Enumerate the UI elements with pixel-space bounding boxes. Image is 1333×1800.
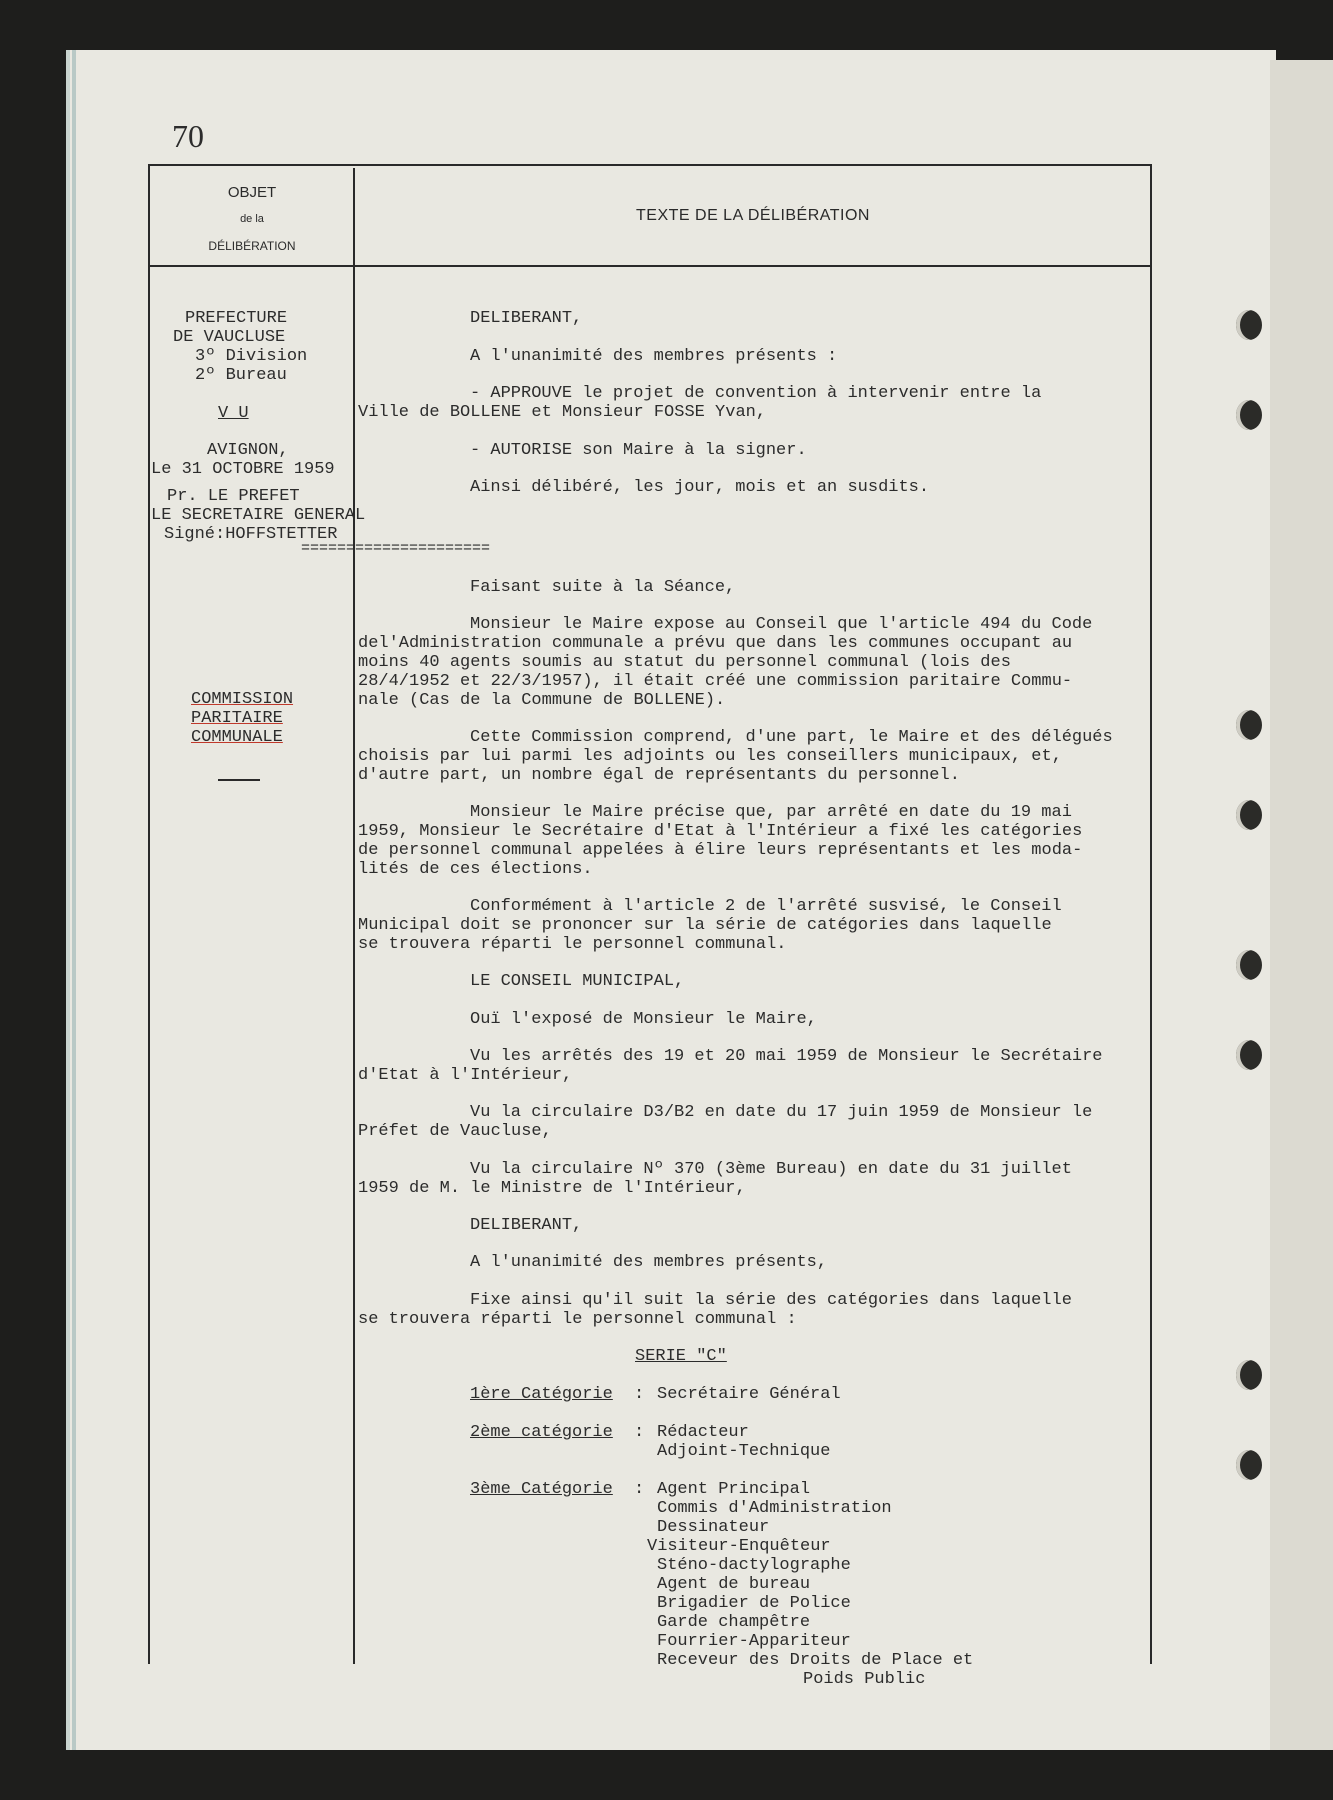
body-text: 1959 de M. le Ministre de l'Intérieur, xyxy=(358,1179,746,1198)
body-text: se trouvera réparti le personnel communal. xyxy=(358,935,787,954)
date-line: Le 31 OCTOBRE 1959 xyxy=(151,460,335,479)
body-text: - APPROUVE le projet de convention à intervenir entre la xyxy=(470,384,1042,403)
prefecture-line: PREFECTURE xyxy=(185,309,288,328)
binder-hole xyxy=(1236,1360,1262,1390)
commission-line: COMMISSION xyxy=(191,690,294,709)
body-text: A l'unanimité des membres présents, xyxy=(470,1253,828,1272)
category-item: Adjoint-Technique xyxy=(657,1442,831,1461)
body-text: 28/4/1952 et 22/3/1957), il était créé une commission paritaire Commu- xyxy=(358,672,1073,691)
body-text: - AUTORISE son Maire à la signer. xyxy=(470,441,807,460)
category-item: Sténo-dactylographe xyxy=(657,1556,851,1575)
category-item: Receveur des Droits de Place et xyxy=(657,1651,974,1670)
body-text: Ouï l'exposé de Monsieur le Maire, xyxy=(470,1010,817,1029)
body-text: 1959, Monsieur le Secrétaire d'Etat à l'Intérieur a fixé les catégories xyxy=(358,822,1083,841)
category-item: Dessinateur xyxy=(657,1518,770,1537)
body-text: Monsieur le Maire expose au Conseil que l'article 494 du Code xyxy=(470,615,1093,634)
header-objet: OBJET xyxy=(227,184,277,201)
body-text: d'Etat à l'Intérieur, xyxy=(358,1066,573,1085)
secretaire-line: LE SECRETAIRE GENERAL xyxy=(151,506,366,525)
body-text: moins 40 agents soumis au statut du personnel communal (lois des xyxy=(358,653,1011,672)
body-text: DELIBERANT, xyxy=(470,309,583,328)
column-divider xyxy=(353,168,355,1664)
header-bottom-rule xyxy=(148,265,1152,267)
binder-hole xyxy=(1236,710,1262,740)
category-item: Fourrier-Appariteur xyxy=(657,1632,851,1651)
next-page-edge xyxy=(1270,60,1333,1750)
prefet-line: Pr. LE PREFET xyxy=(167,487,300,506)
body-text: Ainsi délibéré, les jour, mois et an susdits. xyxy=(470,478,930,497)
body-text: LE CONSEIL MUNICIPAL, xyxy=(470,972,685,991)
signature-line: Signé:HOFFSTETTER xyxy=(164,525,338,544)
header-texte: TEXTE DE LA DÉLIBÉRATION xyxy=(636,207,870,224)
body-text: Préfet de Vaucluse, xyxy=(358,1122,552,1141)
body-text: choisis par lui parmi les adjoints ou les conseillers municipaux, et, xyxy=(358,747,1062,766)
double-rule: ===================== xyxy=(301,540,491,557)
category-item: Garde champêtre xyxy=(657,1613,811,1632)
serie-heading: SERIE "C" xyxy=(635,1347,727,1366)
body-text: Vu la circulaire Nº 370 (3ème Bureau) en date du 31 juillet xyxy=(470,1160,1072,1179)
category-item: Agent de bureau xyxy=(657,1575,811,1594)
category-label: 3ème Catégorie xyxy=(470,1480,613,1499)
vaucluse-line: DE VAUCLUSE xyxy=(173,328,286,347)
category-item: Agent Principal xyxy=(657,1480,811,1499)
table-top-rule xyxy=(148,164,1152,166)
body-text: Cette Commission comprend, d'une part, le Maire et des délégués xyxy=(470,728,1113,747)
body-text: Municipal doit se prononcer sur la série de catégories dans laquelle xyxy=(358,916,1052,935)
short-rule xyxy=(218,779,260,781)
body-text: Faisant suite à la Séance, xyxy=(470,578,736,597)
body-text: Vu les arrêtés des 19 et 20 mai 1959 de Monsieur le Secrétaire xyxy=(470,1047,1103,1066)
table-left-rule xyxy=(148,164,150,1664)
table-right-rule xyxy=(1150,164,1152,1664)
header-deliberation: DÉLIBÉRATION xyxy=(208,239,296,253)
binder-hole xyxy=(1236,950,1262,980)
body-text: se trouvera réparti le personnel communal : xyxy=(358,1310,797,1329)
body-text: DELIBERANT, xyxy=(470,1216,583,1235)
category-item: Rédacteur xyxy=(657,1423,749,1442)
category-item: Secrétaire Général xyxy=(657,1385,841,1404)
category-colon: : xyxy=(634,1423,645,1442)
binder-hole xyxy=(1236,800,1262,830)
body-text: Vu la circulaire D3/B2 en date du 17 juin 1959 de Monsieur le xyxy=(470,1103,1093,1122)
body-text: de personnel communal appelées à élire leurs représentants et les moda- xyxy=(358,841,1083,860)
vu-label: V U xyxy=(218,404,249,423)
page-edge xyxy=(72,50,76,1750)
category-item: Poids Public xyxy=(803,1670,926,1689)
binder-hole xyxy=(1236,1040,1262,1070)
body-text: del'Administration communale a prévu que dans les communes occupant au xyxy=(358,634,1073,653)
category-label: 2ème catégorie xyxy=(470,1423,613,1442)
category-label: 1ère Catégorie xyxy=(470,1385,613,1404)
division-line: 3º Division xyxy=(195,347,308,366)
category-item: Brigadier de Police xyxy=(657,1594,851,1613)
binder-hole xyxy=(1236,400,1262,430)
binder-hole xyxy=(1236,310,1262,340)
body-text: Monsieur le Maire précise que, par arrêté en date du 19 mai xyxy=(470,803,1072,822)
binder-hole xyxy=(1236,1450,1262,1480)
bureau-line: 2º Bureau xyxy=(195,366,287,385)
body-text: Fixe ainsi qu'il suit la série des catégories dans laquelle xyxy=(470,1291,1072,1310)
body-text: d'autre part, un nombre égal de représentants du personnel. xyxy=(358,766,960,785)
category-item: Visiteur-Enquêteur xyxy=(647,1537,831,1556)
header-de-la: de la xyxy=(240,213,264,225)
page-edge xyxy=(66,50,70,1750)
category-item: Commis d'Administration xyxy=(657,1499,892,1518)
body-text: Conformément à l'article 2 de l'arrêté susvisé, le Conseil xyxy=(470,897,1062,916)
body-text: nale (Cas de la Commune de BOLLENE). xyxy=(358,691,726,710)
body-text: Ville de BOLLENE et Monsieur FOSSE Yvan, xyxy=(358,403,767,422)
communale-line: COMMUNALE xyxy=(191,728,283,747)
category-colon: : xyxy=(634,1480,645,1499)
page-number: 70 xyxy=(172,118,204,154)
avignon-line: AVIGNON, xyxy=(207,441,289,460)
category-colon: : xyxy=(634,1385,645,1404)
body-text: A l'unanimité des membres présents : xyxy=(470,347,838,366)
paritaire-line: PARITAIRE xyxy=(191,709,283,728)
body-text: lités de ces élections. xyxy=(358,860,593,879)
